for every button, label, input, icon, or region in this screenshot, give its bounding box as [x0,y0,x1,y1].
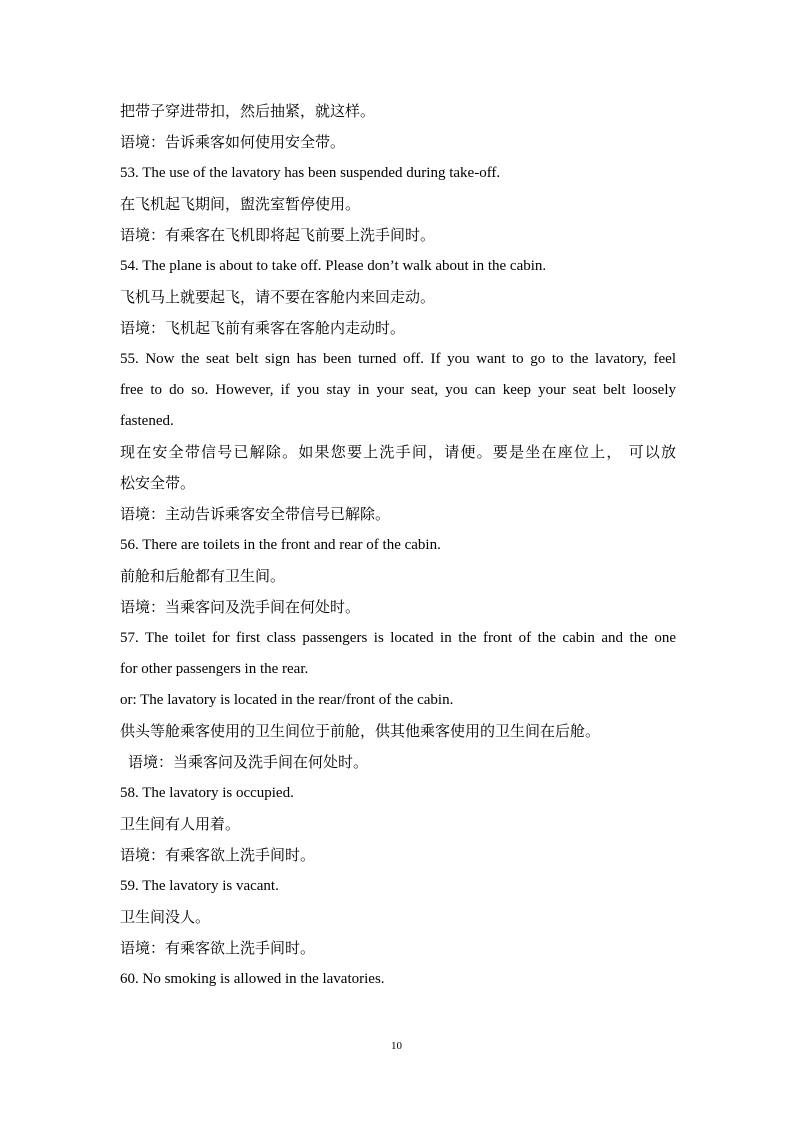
text-line: for other passengers in the rear. [120,661,309,677]
text-line: 语境：告诉乘客如何使用安全带。 [120,133,346,151]
page-number: 10 [391,1040,402,1052]
text-line: 松安全带。 [120,474,196,492]
text-line: 56. There are toilets in the front and rear of the cabin. [120,537,441,553]
text-line: 59. The lavatory is vacant. [120,878,279,894]
text-line: 现在安全带信号已解除。如果您要上洗手间，请便。要是坐在座位上， 可以放 [120,443,676,461]
text-line: 语境：有乘客欲上洗手间时。 [120,846,316,864]
text-line: 供头等舱乘客使用的卫生间位于前舱，供其他乘客使用的卫生间在后舱。 [120,722,601,740]
text-line: free to do so. However, if you stay in your seat, you can keep your seat belt loosely [120,382,676,398]
text-line: 把带子穿进带扣，然后抽紧，就这样。 [120,102,376,120]
text-line: 卫生间有人用着。 [120,815,241,833]
text-line: fastened. [120,413,174,429]
text-line: 语境：当乘客问及洗手间在何处时。 [120,598,361,616]
text-line: or: The lavatory is located in the rear/front of the cabin. [120,692,454,708]
document-body [120,96,676,995]
text-line: 语境：有乘客欲上洗手间时。 [120,939,316,957]
text-line: 卫生间没人。 [120,908,211,926]
text-line: 前舱和后舱都有卫生间。 [120,567,286,585]
text-line: 飞机马上就要起飞，请不要在客舱内来回走动。 [120,288,436,306]
text-line: 在飞机起飞期间，盥洗室暂停使用。 [120,195,361,213]
text-line: 语境：主动告诉乘客安全带信号已解除。 [120,505,391,523]
text-line: 53. The use of the lavatory has been suspended during take-off. [120,165,501,181]
text-line: 语境：有乘客在飞机即将起飞前要上洗手间时。 [120,226,436,244]
text-line: 58. The lavatory is occupied. [120,785,294,801]
text-line: 语境：飞机起飞前有乘客在客舱内走动时。 [120,319,406,337]
text-line: 57. The toilet for first class passengers is located in the front of the cabin and the one [120,630,676,646]
text-line: 60. No smoking is allowed in the lavatories. [120,971,385,987]
text-line: 55. Now the seat belt sign has been turned off. If you want to go to the lavatory, feel [120,351,676,367]
text-line: 语境：当乘客问及洗手间在何处时。 [128,753,369,771]
text-line: 54. The plane is about to take off. Please don’t walk about in the cabin. [120,258,547,274]
